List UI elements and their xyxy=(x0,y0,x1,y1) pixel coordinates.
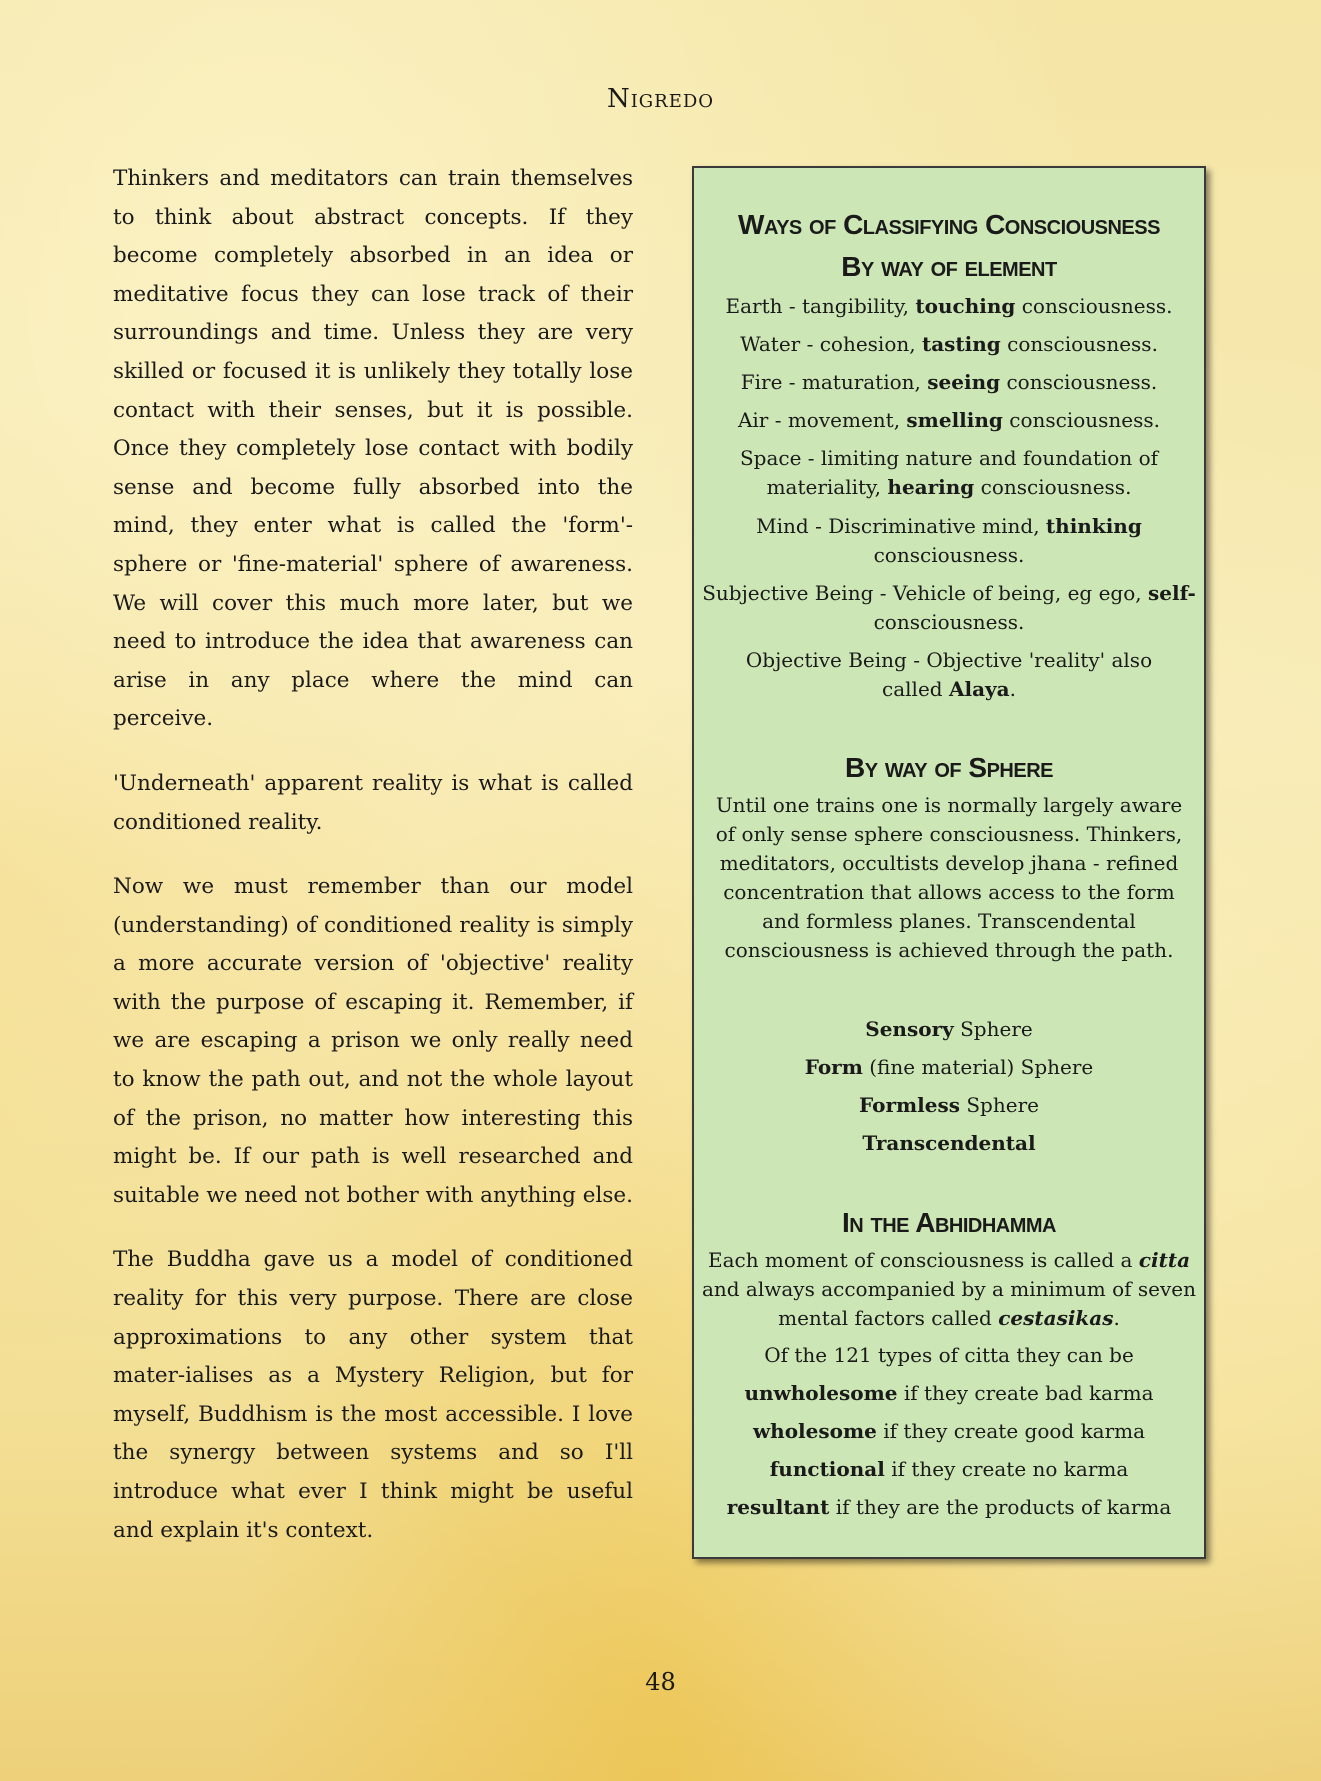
element-item: Mind - Discriminative mind, thinking consciousness. xyxy=(756,514,1142,567)
main-text-column xyxy=(113,160,633,1576)
sphere-item: Formless Sphere xyxy=(859,1093,1039,1117)
element-item: Space - limiting nature and foundation of materiality, hearing consciousness. xyxy=(739,446,1159,499)
element-heading: By way of element xyxy=(841,251,1057,282)
sphere-heading: By way of Sphere xyxy=(845,752,1053,783)
element-item: Fire - maturation, seeing consciousness. xyxy=(740,370,1158,394)
element-item: Air - movement, smelling consciousness. xyxy=(737,408,1161,432)
karma-item: resultant if they are the products of karma xyxy=(726,1495,1172,1519)
body-paragraph: Thinkers and meditators can train themselves to think about abstract concepts. If they become completely absorbed in an idea or meditative focus they can lose track of their surroundings and time. Unless they are very skilled or focused it is unlikely they totally lose contact with their senses, but it is possible. Once they completely lose contact with bodily sense and become fully absorbed into the mind, they enter what is called the 'form'-sphere or 'fine-material' sphere of awareness. We will cover this much more later, but we need to introduce the idea that awareness can arise in any place where the mind can perceive. xyxy=(113,166,633,732)
body-paragraph: The Buddha gave us a model of conditioned reality for this very purpose. There are close approximations to any other system that mater-ialises as a Mystery Religion, but for myself, Buddhism is the most accessible. I love the synergy between systems and so I'll introduce what ever I think might be useful and explain it's context. xyxy=(113,1247,633,1543)
sphere-item: Sensory Sphere xyxy=(865,1017,1033,1041)
element-item: Water - cohesion, tasting consciousness. xyxy=(740,332,1158,356)
running-header: Nigredo xyxy=(606,84,715,114)
body-paragraph: Now we must remember than our model (understanding) of conditioned reality is simply a more accurate version of 'objective' reality with the purpose of escaping it. Remember, if we are escaping a prison we only really need to know the path out, and not the whole layout of the prison, no matter how interesting this might be. If our path is well researched and suitable we need not bother with anything else. xyxy=(113,874,633,1208)
sidebar-title: Ways of Classifying Consciousness xyxy=(738,209,1160,240)
body-paragraph: 'Underneath' apparent reality is what is called conditioned reality. xyxy=(113,770,633,835)
classification-sidebar xyxy=(692,166,1206,1559)
element-item: Objective Being - Objective 'reality' also called Alaya. xyxy=(745,648,1153,701)
sphere-item: Transcendental xyxy=(862,1131,1036,1155)
element-item: Subjective Being - Vehicle of being, eg ego, self- consciousness. xyxy=(702,581,1196,634)
abhidhamma-intro: Each moment of consciousness is called a citta and always accompanied by a minimum of seven mental factors called cestasikas. xyxy=(701,1248,1197,1330)
karma-item: unwholesome if they create bad karma xyxy=(744,1381,1154,1405)
karma-item: wholesome if they create good karma xyxy=(752,1419,1146,1443)
element-item: Earth - tangibility, touching consciousness. xyxy=(725,294,1173,318)
sphere-intro: Until one trains one is normally largely aware of only sense sphere consciousness. Thinkers, meditators, occultists develop jhana - refined concentration that allows access to the form and formless planes. Transcendental consciousness is achieved through the path. xyxy=(715,793,1183,962)
citta-types-line: Of the 121 types of citta they can be xyxy=(764,1343,1134,1367)
page-number: 48 xyxy=(645,1668,676,1696)
sphere-item: Form (fine material) Sphere xyxy=(804,1055,1094,1079)
abhidhamma-heading: In the Abhidhamma xyxy=(842,1207,1056,1238)
karma-item: functional if they create no karma xyxy=(769,1457,1129,1481)
